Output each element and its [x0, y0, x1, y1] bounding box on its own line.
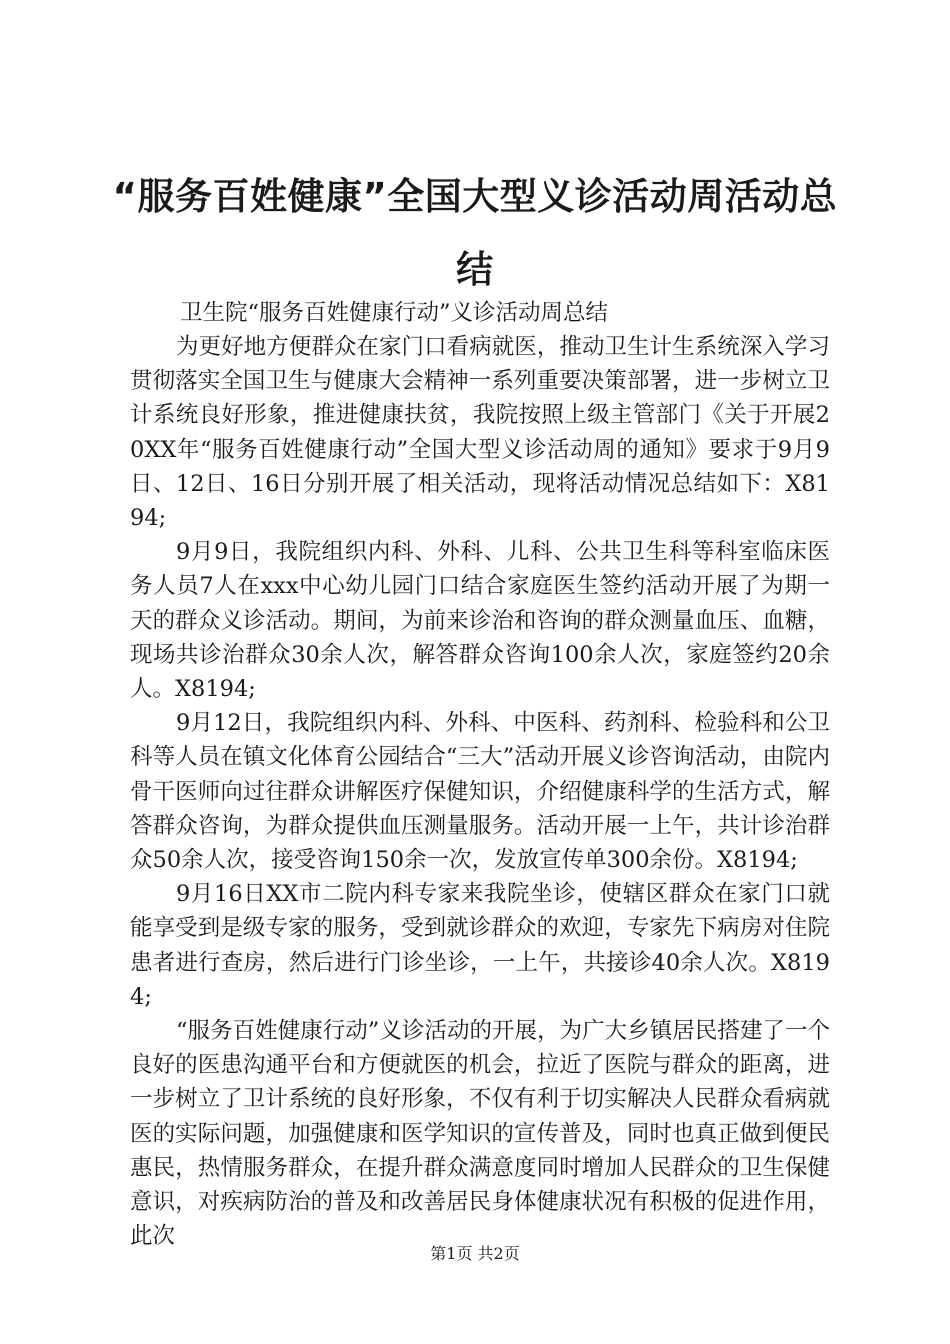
document-body [130, 296, 830, 1253]
paragraph-sept-16: 9月16日XX市二院内科专家来我院坐诊，使辖区群众在家门口就能享受到是级专家的服务，受到就诊群众的欢迎，专家先下病房对住院患者进行查房，然后进行门诊坐诊，一上午，共接诊40余人次。X8194; [130, 881, 830, 1010]
document-subtitle: 卫生院“服务百姓健康行动”义诊活动周总结 [180, 300, 609, 326]
paragraph-intro: 为更好地方便群众在家门口看病就医，推动卫生计生系统深入学习贯彻落实全国卫生与健康大会精神一系列重要决策部署，进一步树立卫计系统良好形象，推进健康扶贫，我院按照上级主管部门《关于开展20XX年“服务百姓健康行动”全国大型义诊活动周的通知》要求于9月9日、12日、16日分别开展了相关活动，现将活动情况总结如下：X8194; [130, 334, 830, 532]
paragraph-sept-9: 9月9日，我院组织内科、外科、儿科、公共卫生科等科室临床医务人员7人在xxx中心幼儿园门口结合家庭医生签约活动开展了为期一天的群众义诊活动。期间，为前来诊治和咨询的群众测量血压、血糖，现场共诊治群众30余人次，解答群众咨询100余人次，家庭签约20余人。X8194; [130, 539, 830, 703]
page-number-footer: 第1页 共2页 [430, 1244, 520, 1263]
document-title: “服务百姓健康”全国大型义诊活动周活动总结 [112, 175, 838, 291]
paragraph-sept-12: 9月12日，我院组织内科、外科、中医科、药剂科、检验科和公卫科等人员在镇文化体育公园结合“三大”活动开展义诊咨询活动，由院内骨干医师向过往群众讲解医疗保健知识，介绍健康科学的生活方式，解答群众咨询，为群众提供血压测量服务。活动开展一上午，共计诊治群众50余人次，接受咨询150余一次，发放宣传单300余份。X8194; [130, 710, 830, 874]
paragraph-summary: “服务百姓健康行动”义诊活动的开展，为广大乡镇居民搭建了一个良好的医患沟通平台和方便就医的机会，拉近了医院与群众的距离，进一步树立了卫计系统的良好形象，不仅有利于切实解决人民群众看病就医的实际问题，加强健康和医学知识的宣传普及，同时也真正做到便民惠民，热情服务群众，在提升群众满意度同时增加人民群众的卫生保健意识，对疾病防治的普及和改善居民身体健康状况有积极的促进作用，此次 [130, 1018, 830, 1250]
